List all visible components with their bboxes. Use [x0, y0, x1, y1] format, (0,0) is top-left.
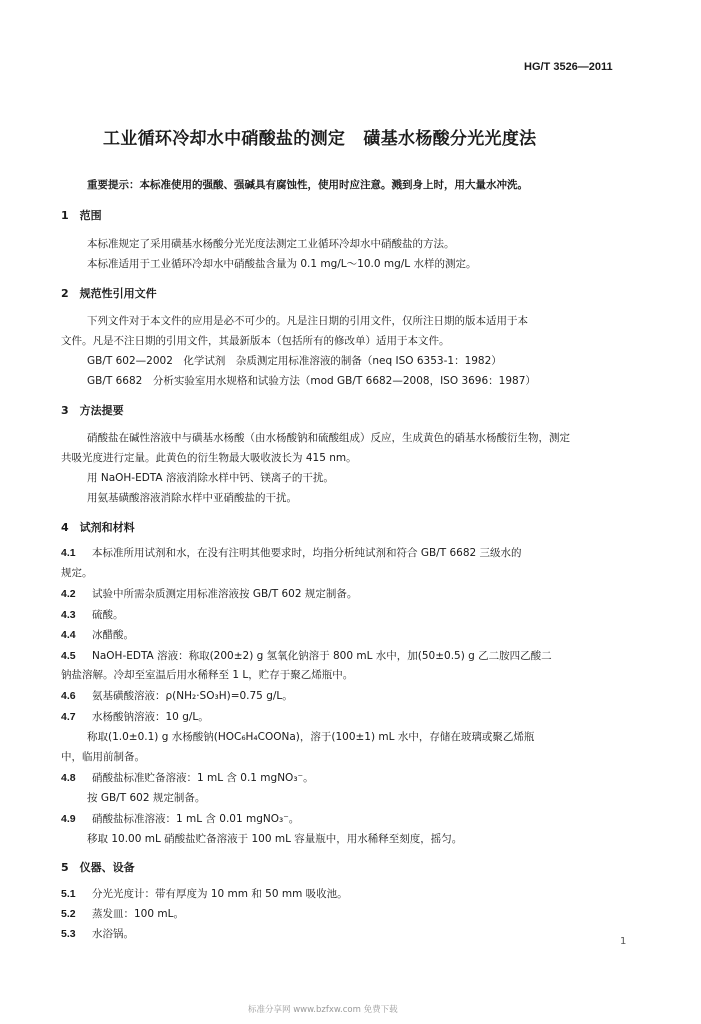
clause-number: 4.7	[61, 711, 76, 723]
body-line: 本标准规定了采用磺基水杨酸分光光度法测定工业循环冷却水中硝酸盐的方法。	[87, 238, 455, 250]
clause-number: 5.2	[61, 908, 76, 920]
body-line: 本标准适用于工业循环冷却水中硝酸盐含量为 0.1 mg/L～10.0 mg/L 水样的测定。	[87, 258, 477, 270]
body-line: 硝酸盐标准贮备溶液：1 mL 含 0.1 mgNO₃⁻。	[92, 772, 314, 784]
body-line: 用 NaOH-EDTA 溶液消除水样中钙、镁离子的干扰。	[87, 472, 334, 484]
footer-watermark: 标准分享网 www.bzfxw.com 免费下载	[248, 1005, 398, 1015]
body-line: 钠盐溶解。冷却至室温后用水稀释至 1 L，贮存于聚乙烯瓶中。	[61, 669, 354, 681]
body-line: 中，临用前制备。	[61, 751, 145, 763]
section-heading-method-principle: 3 方法提要	[61, 404, 124, 417]
body-line: 氨基磺酸溶液：ρ(NH₂·SO₃H)=0.75 g/L。	[92, 690, 293, 702]
clause-number: 4.9	[61, 813, 76, 825]
body-line: 移取 10.00 mL 硝酸盐贮备溶液于 100 mL 容量瓶中，用水稀释至刻度，摇匀。	[87, 833, 463, 845]
body-line: 称取(1.0±0.1) g 水杨酸钠(HOC₆H₄COONa)，溶于(100±1) mL 水中，存储在玻璃或聚乙烯瓶	[87, 731, 535, 743]
section-heading-normative-references: 2 规范性引用文件	[61, 287, 157, 300]
clause-number: 4.1	[61, 547, 76, 559]
section-heading-reagents: 4 试剂和材料	[61, 521, 135, 534]
body-line: NaOH-EDTA 溶液：称取(200±2) g 氢氧化钠溶于 800 mL 水中，加(50±0.5) g 乙二胺四乙酸二	[92, 650, 552, 662]
body-line: 分光光度计：带有厚度为 10 mm 和 50 mm 吸收池。	[92, 888, 348, 900]
clause-number: 4.4	[61, 629, 76, 641]
body-line: 规定。	[61, 567, 93, 579]
section-heading-apparatus: 5 仪器、设备	[61, 861, 135, 874]
reference-item: GB/T 6682 分析实验室用水规格和试验方法（mod GB/T 6682—2008，ISO 3696：1987）	[87, 375, 536, 387]
safety-notice: 重要提示：本标准使用的强酸、强碱具有腐蚀性，使用时应注意。溅到身上时，用大量水冲洗。	[87, 179, 528, 191]
clause-number: 4.6	[61, 690, 76, 702]
reference-item: GB/T 602—2002 化学试剂 杂质测定用标准溶液的制备（neq ISO 6353-1：1982）	[87, 355, 502, 367]
body-line: 按 GB/T 602 规定制备。	[87, 792, 206, 804]
body-line: 本标准所用试剂和水，在没有注明其他要求时，均指分析纯试剂和符合 GB/T 6682 三级水的	[92, 547, 522, 559]
page-number: 1	[620, 936, 627, 947]
body-line: 水浴锅。	[92, 928, 134, 940]
body-line: 冰醋酸。	[92, 629, 134, 641]
body-line: 共吸光度进行定量。此黄色的衍生物最大吸收波长为 415 nm。	[61, 452, 357, 464]
body-line: 用氨基磺酸溶液消除水样中亚硝酸盐的干扰。	[87, 492, 297, 504]
clause-number: 5.1	[61, 888, 76, 900]
standard-number: HG/T 3526—2011	[524, 61, 613, 73]
body-line: 硝酸盐在碱性溶液中与磺基水杨酸（由水杨酸钠和硫酸组成）反应，生成黄色的硝基水杨酸衍生物，测定	[87, 432, 570, 444]
body-line: 蒸发皿：100 mL。	[92, 908, 184, 920]
document-title: 工业循环冷却水中硝酸盐的测定 磺基水杨酸分光光度法	[103, 129, 537, 149]
clause-number: 4.5	[61, 650, 76, 662]
body-line: 试验中所需杂质测定用标准溶液按 GB/T 602 规定制备。	[92, 588, 358, 600]
clause-number: 4.8	[61, 772, 76, 784]
body-line: 文件。凡是不注日期的引用文件，其最新版本（包括所有的修改单）适用于本文件。	[61, 335, 450, 347]
clause-number: 4.3	[61, 609, 76, 621]
body-line: 硫酸。	[92, 609, 124, 621]
clause-number: 4.2	[61, 588, 76, 600]
section-heading-scope: 1 范围	[61, 209, 102, 222]
body-line: 下列文件对于本文件的应用是必不可少的。凡是注日期的引用文件，仅所注日期的版本适用于本	[87, 315, 528, 327]
body-line: 硝酸盐标准溶液：1 mL 含 0.01 mgNO₃⁻。	[92, 813, 300, 825]
body-line: 水杨酸钠溶液：10 g/L。	[92, 711, 209, 723]
clause-number: 5.3	[61, 928, 76, 940]
